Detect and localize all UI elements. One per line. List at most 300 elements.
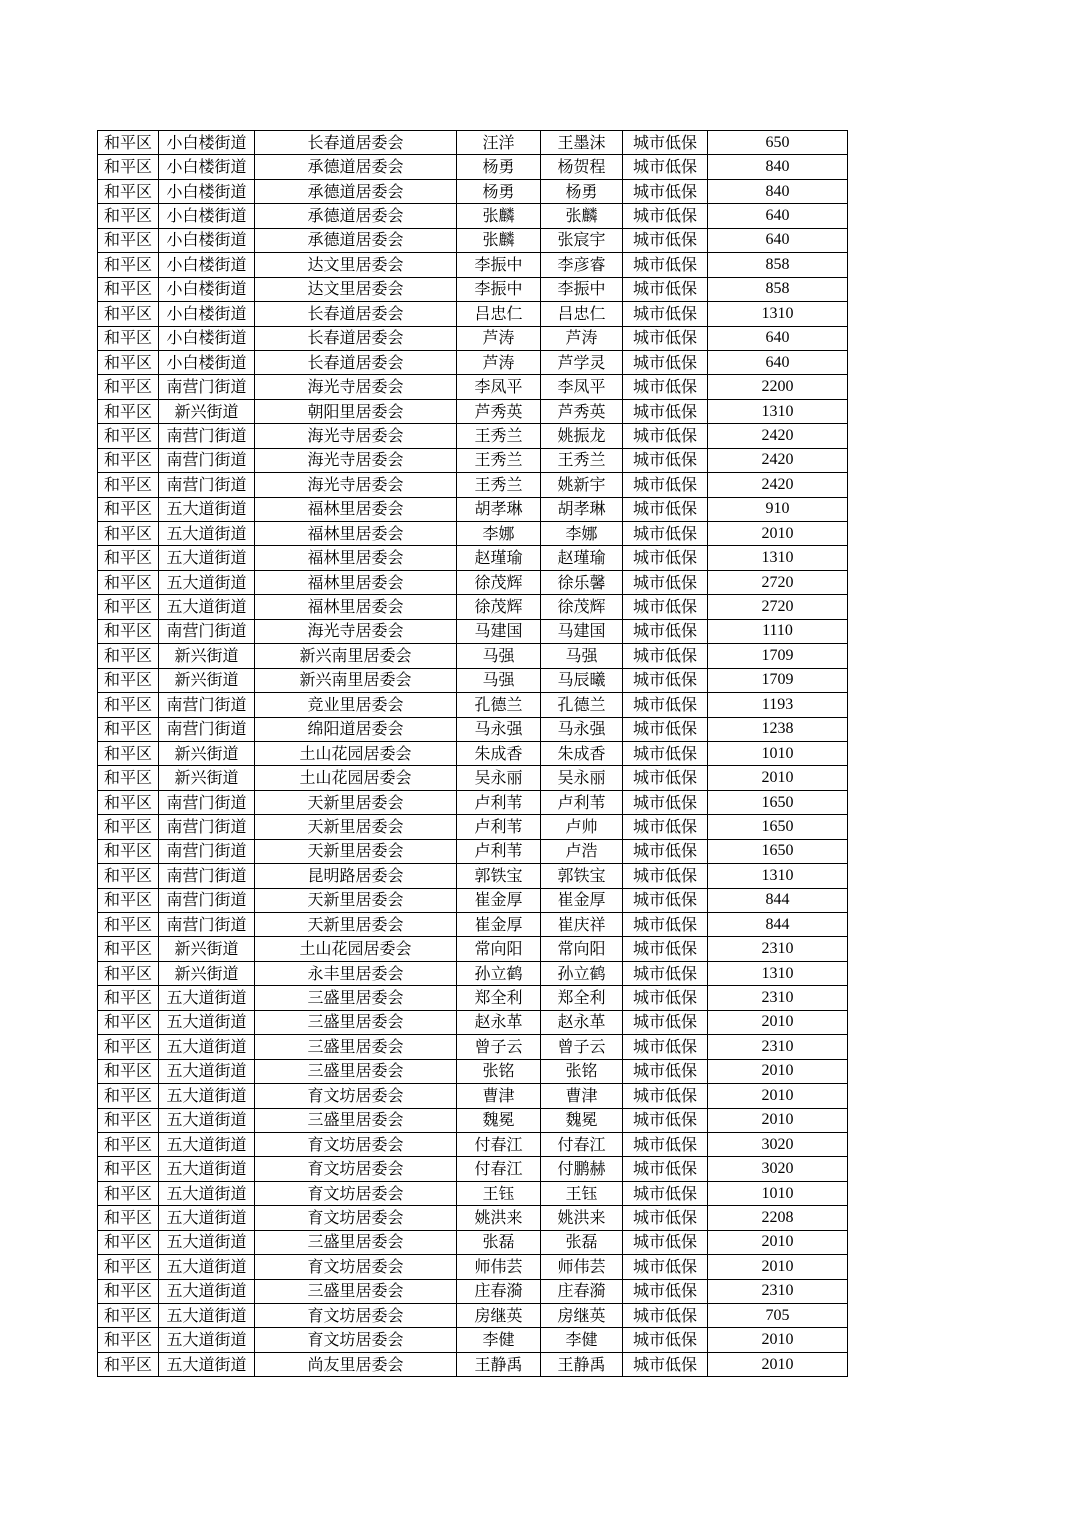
member-cell: 孔德兰 (541, 693, 623, 717)
street-cell: 五大道街道 (159, 1059, 255, 1083)
member-cell: 张宸宇 (541, 228, 623, 252)
committee-cell: 绵阳道居委会 (255, 717, 457, 741)
street-cell: 新兴街道 (159, 766, 255, 790)
applicant-cell: 芦涛 (457, 350, 541, 374)
table-row (98, 693, 848, 717)
amount-cell: 1650 (708, 815, 848, 839)
applicant-cell: 卢利苇 (457, 815, 541, 839)
category-cell: 城市低保 (623, 961, 708, 985)
applicant-cell: 王钰 (457, 1181, 541, 1205)
category-cell: 城市低保 (623, 839, 708, 863)
member-cell: 卢帅 (541, 815, 623, 839)
table-row (98, 790, 848, 814)
category-cell: 城市低保 (623, 302, 708, 326)
table-row (98, 668, 848, 692)
committee-cell: 三盛里居委会 (255, 1230, 457, 1254)
applicant-cell: 王秀兰 (457, 473, 541, 497)
committee-cell: 承德道居委会 (255, 228, 457, 252)
member-cell: 曹津 (541, 1084, 623, 1108)
category-cell: 城市低保 (623, 399, 708, 423)
amount-cell: 858 (708, 253, 848, 277)
committee-cell: 育文坊居委会 (255, 1328, 457, 1352)
member-cell: 胡孝琳 (541, 497, 623, 521)
table-row (98, 131, 848, 155)
street-cell: 五大道街道 (159, 1230, 255, 1254)
category-cell: 城市低保 (623, 888, 708, 912)
table-row (98, 399, 848, 423)
amount-cell: 640 (708, 326, 848, 350)
category-cell: 城市低保 (623, 986, 708, 1010)
committee-cell: 长春道居委会 (255, 131, 457, 155)
table-row (98, 546, 848, 570)
category-cell: 城市低保 (623, 1279, 708, 1303)
committee-cell: 长春道居委会 (255, 302, 457, 326)
committee-cell: 三盛里居委会 (255, 1010, 457, 1034)
street-cell: 五大道街道 (159, 522, 255, 546)
member-cell: 孙立鹤 (541, 961, 623, 985)
amount-cell: 1010 (708, 1181, 848, 1205)
committee-cell: 承德道居委会 (255, 204, 457, 228)
applicant-cell: 郑全利 (457, 986, 541, 1010)
category-cell: 城市低保 (623, 717, 708, 741)
applicant-cell: 姚洪来 (457, 1206, 541, 1230)
applicant-cell: 崔金厚 (457, 913, 541, 937)
committee-cell: 土山花园居委会 (255, 741, 457, 765)
street-cell: 小白楼街道 (159, 228, 255, 252)
category-cell: 城市低保 (623, 1304, 708, 1328)
amount-cell: 2010 (708, 1328, 848, 1352)
table-row (98, 766, 848, 790)
table-row (98, 302, 848, 326)
category-cell: 城市低保 (623, 595, 708, 619)
amount-cell: 705 (708, 1304, 848, 1328)
category-cell: 城市低保 (623, 228, 708, 252)
committee-cell: 三盛里居委会 (255, 1108, 457, 1132)
street-cell: 五大道街道 (159, 1108, 255, 1132)
street-cell: 新兴街道 (159, 399, 255, 423)
member-cell: 马永强 (541, 717, 623, 741)
category-cell: 城市低保 (623, 546, 708, 570)
applicant-cell: 张麟 (457, 228, 541, 252)
applicant-cell: 庄春漪 (457, 1279, 541, 1303)
category-cell: 城市低保 (623, 1108, 708, 1132)
category-cell: 城市低保 (623, 375, 708, 399)
street-cell: 小白楼街道 (159, 253, 255, 277)
street-cell: 五大道街道 (159, 1035, 255, 1059)
committee-cell: 承德道居委会 (255, 179, 457, 203)
applicant-cell: 杨勇 (457, 179, 541, 203)
amount-cell: 2010 (708, 1108, 848, 1132)
district-cell: 和平区 (98, 766, 159, 790)
street-cell: 五大道街道 (159, 1304, 255, 1328)
table-row (98, 888, 848, 912)
district-cell: 和平区 (98, 1035, 159, 1059)
table-row (98, 179, 848, 203)
category-cell: 城市低保 (623, 448, 708, 472)
table-row (98, 986, 848, 1010)
category-cell: 城市低保 (623, 864, 708, 888)
member-cell: 芦秀英 (541, 399, 623, 423)
applicant-cell: 王秀兰 (457, 448, 541, 472)
member-cell: 张磊 (541, 1230, 623, 1254)
table-row (98, 204, 848, 228)
member-cell: 吕忠仁 (541, 302, 623, 326)
street-cell: 南营门街道 (159, 619, 255, 643)
member-cell: 徐茂辉 (541, 595, 623, 619)
district-cell: 和平区 (98, 546, 159, 570)
district-cell: 和平区 (98, 961, 159, 985)
street-cell: 五大道街道 (159, 1157, 255, 1181)
member-cell: 马建国 (541, 619, 623, 643)
table-row (98, 1035, 848, 1059)
amount-cell: 2010 (708, 1352, 848, 1376)
district-cell: 和平区 (98, 375, 159, 399)
category-cell: 城市低保 (623, 815, 708, 839)
applicant-cell: 李振中 (457, 253, 541, 277)
street-cell: 小白楼街道 (159, 179, 255, 203)
district-cell: 和平区 (98, 1279, 159, 1303)
member-cell: 付鹏赫 (541, 1157, 623, 1181)
member-cell: 姚振龙 (541, 424, 623, 448)
amount-cell: 3020 (708, 1157, 848, 1181)
amount-cell: 2010 (708, 1059, 848, 1083)
amount-cell: 2208 (708, 1206, 848, 1230)
category-cell: 城市低保 (623, 913, 708, 937)
applicant-cell: 张铭 (457, 1059, 541, 1083)
applicant-cell: 胡孝琳 (457, 497, 541, 521)
committee-cell: 三盛里居委会 (255, 1035, 457, 1059)
category-cell: 城市低保 (623, 693, 708, 717)
amount-cell: 3020 (708, 1132, 848, 1156)
member-cell: 朱成香 (541, 741, 623, 765)
district-cell: 和平区 (98, 644, 159, 668)
amount-cell: 1310 (708, 302, 848, 326)
committee-cell: 育文坊居委会 (255, 1084, 457, 1108)
table-row (98, 277, 848, 301)
committee-cell: 海光寺居委会 (255, 473, 457, 497)
table-body (98, 131, 848, 1377)
district-cell: 和平区 (98, 131, 159, 155)
table-row (98, 155, 848, 179)
member-cell: 芦涛 (541, 326, 623, 350)
committee-cell: 昆明路居委会 (255, 864, 457, 888)
committee-cell: 天新里居委会 (255, 815, 457, 839)
amount-cell: 2010 (708, 1084, 848, 1108)
district-cell: 和平区 (98, 204, 159, 228)
street-cell: 新兴街道 (159, 937, 255, 961)
committee-cell: 三盛里居委会 (255, 986, 457, 1010)
category-cell: 城市低保 (623, 277, 708, 301)
category-cell: 城市低保 (623, 155, 708, 179)
street-cell: 五大道街道 (159, 1255, 255, 1279)
applicant-cell: 李娜 (457, 522, 541, 546)
street-cell: 小白楼街道 (159, 204, 255, 228)
relief-roster-table (97, 130, 848, 1377)
applicant-cell: 王静禹 (457, 1352, 541, 1376)
category-cell: 城市低保 (623, 253, 708, 277)
table-row (98, 644, 848, 668)
table-row (98, 961, 848, 985)
committee-cell: 海光寺居委会 (255, 375, 457, 399)
amount-cell: 2310 (708, 1279, 848, 1303)
street-cell: 南营门街道 (159, 717, 255, 741)
amount-cell: 2420 (708, 424, 848, 448)
applicant-cell: 张麟 (457, 204, 541, 228)
applicant-cell: 马强 (457, 668, 541, 692)
member-cell: 王墨沫 (541, 131, 623, 155)
street-cell: 五大道街道 (159, 1328, 255, 1352)
committee-cell: 达文里居委会 (255, 253, 457, 277)
district-cell: 和平区 (98, 570, 159, 594)
amount-cell: 640 (708, 228, 848, 252)
category-cell: 城市低保 (623, 497, 708, 521)
applicant-cell: 李凤平 (457, 375, 541, 399)
category-cell: 城市低保 (623, 179, 708, 203)
amount-cell: 840 (708, 155, 848, 179)
committee-cell: 土山花园居委会 (255, 766, 457, 790)
district-cell: 和平区 (98, 302, 159, 326)
street-cell: 五大道街道 (159, 986, 255, 1010)
district-cell: 和平区 (98, 277, 159, 301)
amount-cell: 2420 (708, 473, 848, 497)
amount-cell: 1650 (708, 790, 848, 814)
member-cell: 杨贺程 (541, 155, 623, 179)
district-cell: 和平区 (98, 350, 159, 374)
table-row (98, 424, 848, 448)
committee-cell: 育文坊居委会 (255, 1206, 457, 1230)
table-row (98, 1181, 848, 1205)
street-cell: 南营门街道 (159, 888, 255, 912)
committee-cell: 福林里居委会 (255, 595, 457, 619)
applicant-cell: 魏冕 (457, 1108, 541, 1132)
amount-cell: 844 (708, 913, 848, 937)
table-row (98, 619, 848, 643)
district-cell: 和平区 (98, 1084, 159, 1108)
category-cell: 城市低保 (623, 350, 708, 374)
committee-cell: 育文坊居委会 (255, 1157, 457, 1181)
category-cell: 城市低保 (623, 741, 708, 765)
street-cell: 五大道街道 (159, 1181, 255, 1205)
table-row (98, 913, 848, 937)
district-cell: 和平区 (98, 497, 159, 521)
committee-cell: 竞业里居委会 (255, 693, 457, 717)
amount-cell: 1193 (708, 693, 848, 717)
category-cell: 城市低保 (623, 1352, 708, 1376)
applicant-cell: 马永强 (457, 717, 541, 741)
applicant-cell: 卢利苇 (457, 790, 541, 814)
member-cell: 吴永丽 (541, 766, 623, 790)
applicant-cell: 马强 (457, 644, 541, 668)
applicant-cell: 赵永革 (457, 1010, 541, 1034)
member-cell: 徐乐馨 (541, 570, 623, 594)
district-cell: 和平区 (98, 1328, 159, 1352)
committee-cell: 长春道居委会 (255, 326, 457, 350)
applicant-cell: 师伟芸 (457, 1255, 541, 1279)
category-cell: 城市低保 (623, 570, 708, 594)
district-cell: 和平区 (98, 693, 159, 717)
committee-cell: 三盛里居委会 (255, 1279, 457, 1303)
applicant-cell: 李健 (457, 1328, 541, 1352)
district-cell: 和平区 (98, 937, 159, 961)
applicant-cell: 卢利苇 (457, 839, 541, 863)
district-cell: 和平区 (98, 253, 159, 277)
committee-cell: 育文坊居委会 (255, 1304, 457, 1328)
amount-cell: 1310 (708, 546, 848, 570)
category-cell: 城市低保 (623, 1181, 708, 1205)
table-row (98, 448, 848, 472)
category-cell: 城市低保 (623, 1035, 708, 1059)
table-row (98, 1279, 848, 1303)
member-cell: 姚新宇 (541, 473, 623, 497)
amount-cell: 640 (708, 204, 848, 228)
amount-cell: 910 (708, 497, 848, 521)
table-row (98, 1132, 848, 1156)
category-cell: 城市低保 (623, 1084, 708, 1108)
amount-cell: 2200 (708, 375, 848, 399)
district-cell: 和平区 (98, 1255, 159, 1279)
member-cell: 杨勇 (541, 179, 623, 203)
category-cell: 城市低保 (623, 204, 708, 228)
applicant-cell: 朱成香 (457, 741, 541, 765)
member-cell: 马强 (541, 644, 623, 668)
committee-cell: 达文里居委会 (255, 277, 457, 301)
street-cell: 南营门街道 (159, 375, 255, 399)
table-row (98, 253, 848, 277)
committee-cell: 天新里居委会 (255, 913, 457, 937)
applicant-cell: 徐茂辉 (457, 570, 541, 594)
table-row (98, 1352, 848, 1376)
committee-cell: 长春道居委会 (255, 350, 457, 374)
street-cell: 南营门街道 (159, 913, 255, 937)
category-cell: 城市低保 (623, 473, 708, 497)
member-cell: 张铭 (541, 1059, 623, 1083)
amount-cell: 1238 (708, 717, 848, 741)
street-cell: 南营门街道 (159, 864, 255, 888)
table-row (98, 741, 848, 765)
member-cell: 庄春漪 (541, 1279, 623, 1303)
street-cell: 五大道街道 (159, 1352, 255, 1376)
street-cell: 南营门街道 (159, 424, 255, 448)
member-cell: 付春江 (541, 1132, 623, 1156)
applicant-cell: 孙立鹤 (457, 961, 541, 985)
street-cell: 小白楼街道 (159, 131, 255, 155)
category-cell: 城市低保 (623, 668, 708, 692)
district-cell: 和平区 (98, 326, 159, 350)
street-cell: 五大道街道 (159, 1010, 255, 1034)
committee-cell: 育文坊居委会 (255, 1181, 457, 1205)
committee-cell: 福林里居委会 (255, 546, 457, 570)
applicant-cell: 付春江 (457, 1132, 541, 1156)
district-cell: 和平区 (98, 888, 159, 912)
district-cell: 和平区 (98, 839, 159, 863)
street-cell: 五大道街道 (159, 1132, 255, 1156)
district-cell: 和平区 (98, 228, 159, 252)
street-cell: 南营门街道 (159, 815, 255, 839)
district-cell: 和平区 (98, 986, 159, 1010)
street-cell: 南营门街道 (159, 448, 255, 472)
amount-cell: 2010 (708, 522, 848, 546)
category-cell: 城市低保 (623, 766, 708, 790)
table-row (98, 497, 848, 521)
amount-cell: 2010 (708, 1255, 848, 1279)
category-cell: 城市低保 (623, 1059, 708, 1083)
district-cell: 和平区 (98, 1230, 159, 1254)
amount-cell: 2010 (708, 1230, 848, 1254)
street-cell: 南营门街道 (159, 473, 255, 497)
committee-cell: 育文坊居委会 (255, 1255, 457, 1279)
table-row (98, 1304, 848, 1328)
amount-cell: 840 (708, 179, 848, 203)
street-cell: 小白楼街道 (159, 155, 255, 179)
street-cell: 五大道街道 (159, 595, 255, 619)
street-cell: 五大道街道 (159, 1279, 255, 1303)
member-cell: 李健 (541, 1328, 623, 1352)
district-cell: 和平区 (98, 473, 159, 497)
district-cell: 和平区 (98, 864, 159, 888)
applicant-cell: 常向阳 (457, 937, 541, 961)
street-cell: 小白楼街道 (159, 350, 255, 374)
committee-cell: 海光寺居委会 (255, 448, 457, 472)
applicant-cell: 房继英 (457, 1304, 541, 1328)
district-cell: 和平区 (98, 179, 159, 203)
district-cell: 和平区 (98, 668, 159, 692)
category-cell: 城市低保 (623, 1255, 708, 1279)
committee-cell: 育文坊居委会 (255, 1132, 457, 1156)
table-row (98, 815, 848, 839)
committee-cell: 福林里居委会 (255, 497, 457, 521)
applicant-cell: 吴永丽 (457, 766, 541, 790)
table-row (98, 522, 848, 546)
district-cell: 和平区 (98, 741, 159, 765)
member-cell: 崔庆祥 (541, 913, 623, 937)
district-cell: 和平区 (98, 424, 159, 448)
district-cell: 和平区 (98, 155, 159, 179)
committee-cell: 尚友里居委会 (255, 1352, 457, 1376)
district-cell: 和平区 (98, 1157, 159, 1181)
category-cell: 城市低保 (623, 1010, 708, 1034)
amount-cell: 650 (708, 131, 848, 155)
member-cell: 郑全利 (541, 986, 623, 1010)
category-cell: 城市低保 (623, 1132, 708, 1156)
committee-cell: 天新里居委会 (255, 839, 457, 863)
applicant-cell: 曾子云 (457, 1035, 541, 1059)
committee-cell: 天新里居委会 (255, 888, 457, 912)
district-cell: 和平区 (98, 1304, 159, 1328)
table-row (98, 1010, 848, 1034)
table-row (98, 1108, 848, 1132)
street-cell: 五大道街道 (159, 1084, 255, 1108)
applicant-cell: 付春江 (457, 1157, 541, 1181)
street-cell: 小白楼街道 (159, 326, 255, 350)
street-cell: 南营门街道 (159, 790, 255, 814)
table-row (98, 1206, 848, 1230)
committee-cell: 海光寺居委会 (255, 424, 457, 448)
member-cell: 王静禹 (541, 1352, 623, 1376)
amount-cell: 1709 (708, 644, 848, 668)
applicant-cell: 李振中 (457, 277, 541, 301)
street-cell: 五大道街道 (159, 497, 255, 521)
amount-cell: 640 (708, 350, 848, 374)
committee-cell: 永丰里居委会 (255, 961, 457, 985)
committee-cell: 朝阳里居委会 (255, 399, 457, 423)
member-cell: 房继英 (541, 1304, 623, 1328)
member-cell: 师伟芸 (541, 1255, 623, 1279)
amount-cell: 1709 (708, 668, 848, 692)
applicant-cell: 杨勇 (457, 155, 541, 179)
table-row (98, 350, 848, 374)
street-cell: 小白楼街道 (159, 302, 255, 326)
committee-cell: 福林里居委会 (255, 522, 457, 546)
